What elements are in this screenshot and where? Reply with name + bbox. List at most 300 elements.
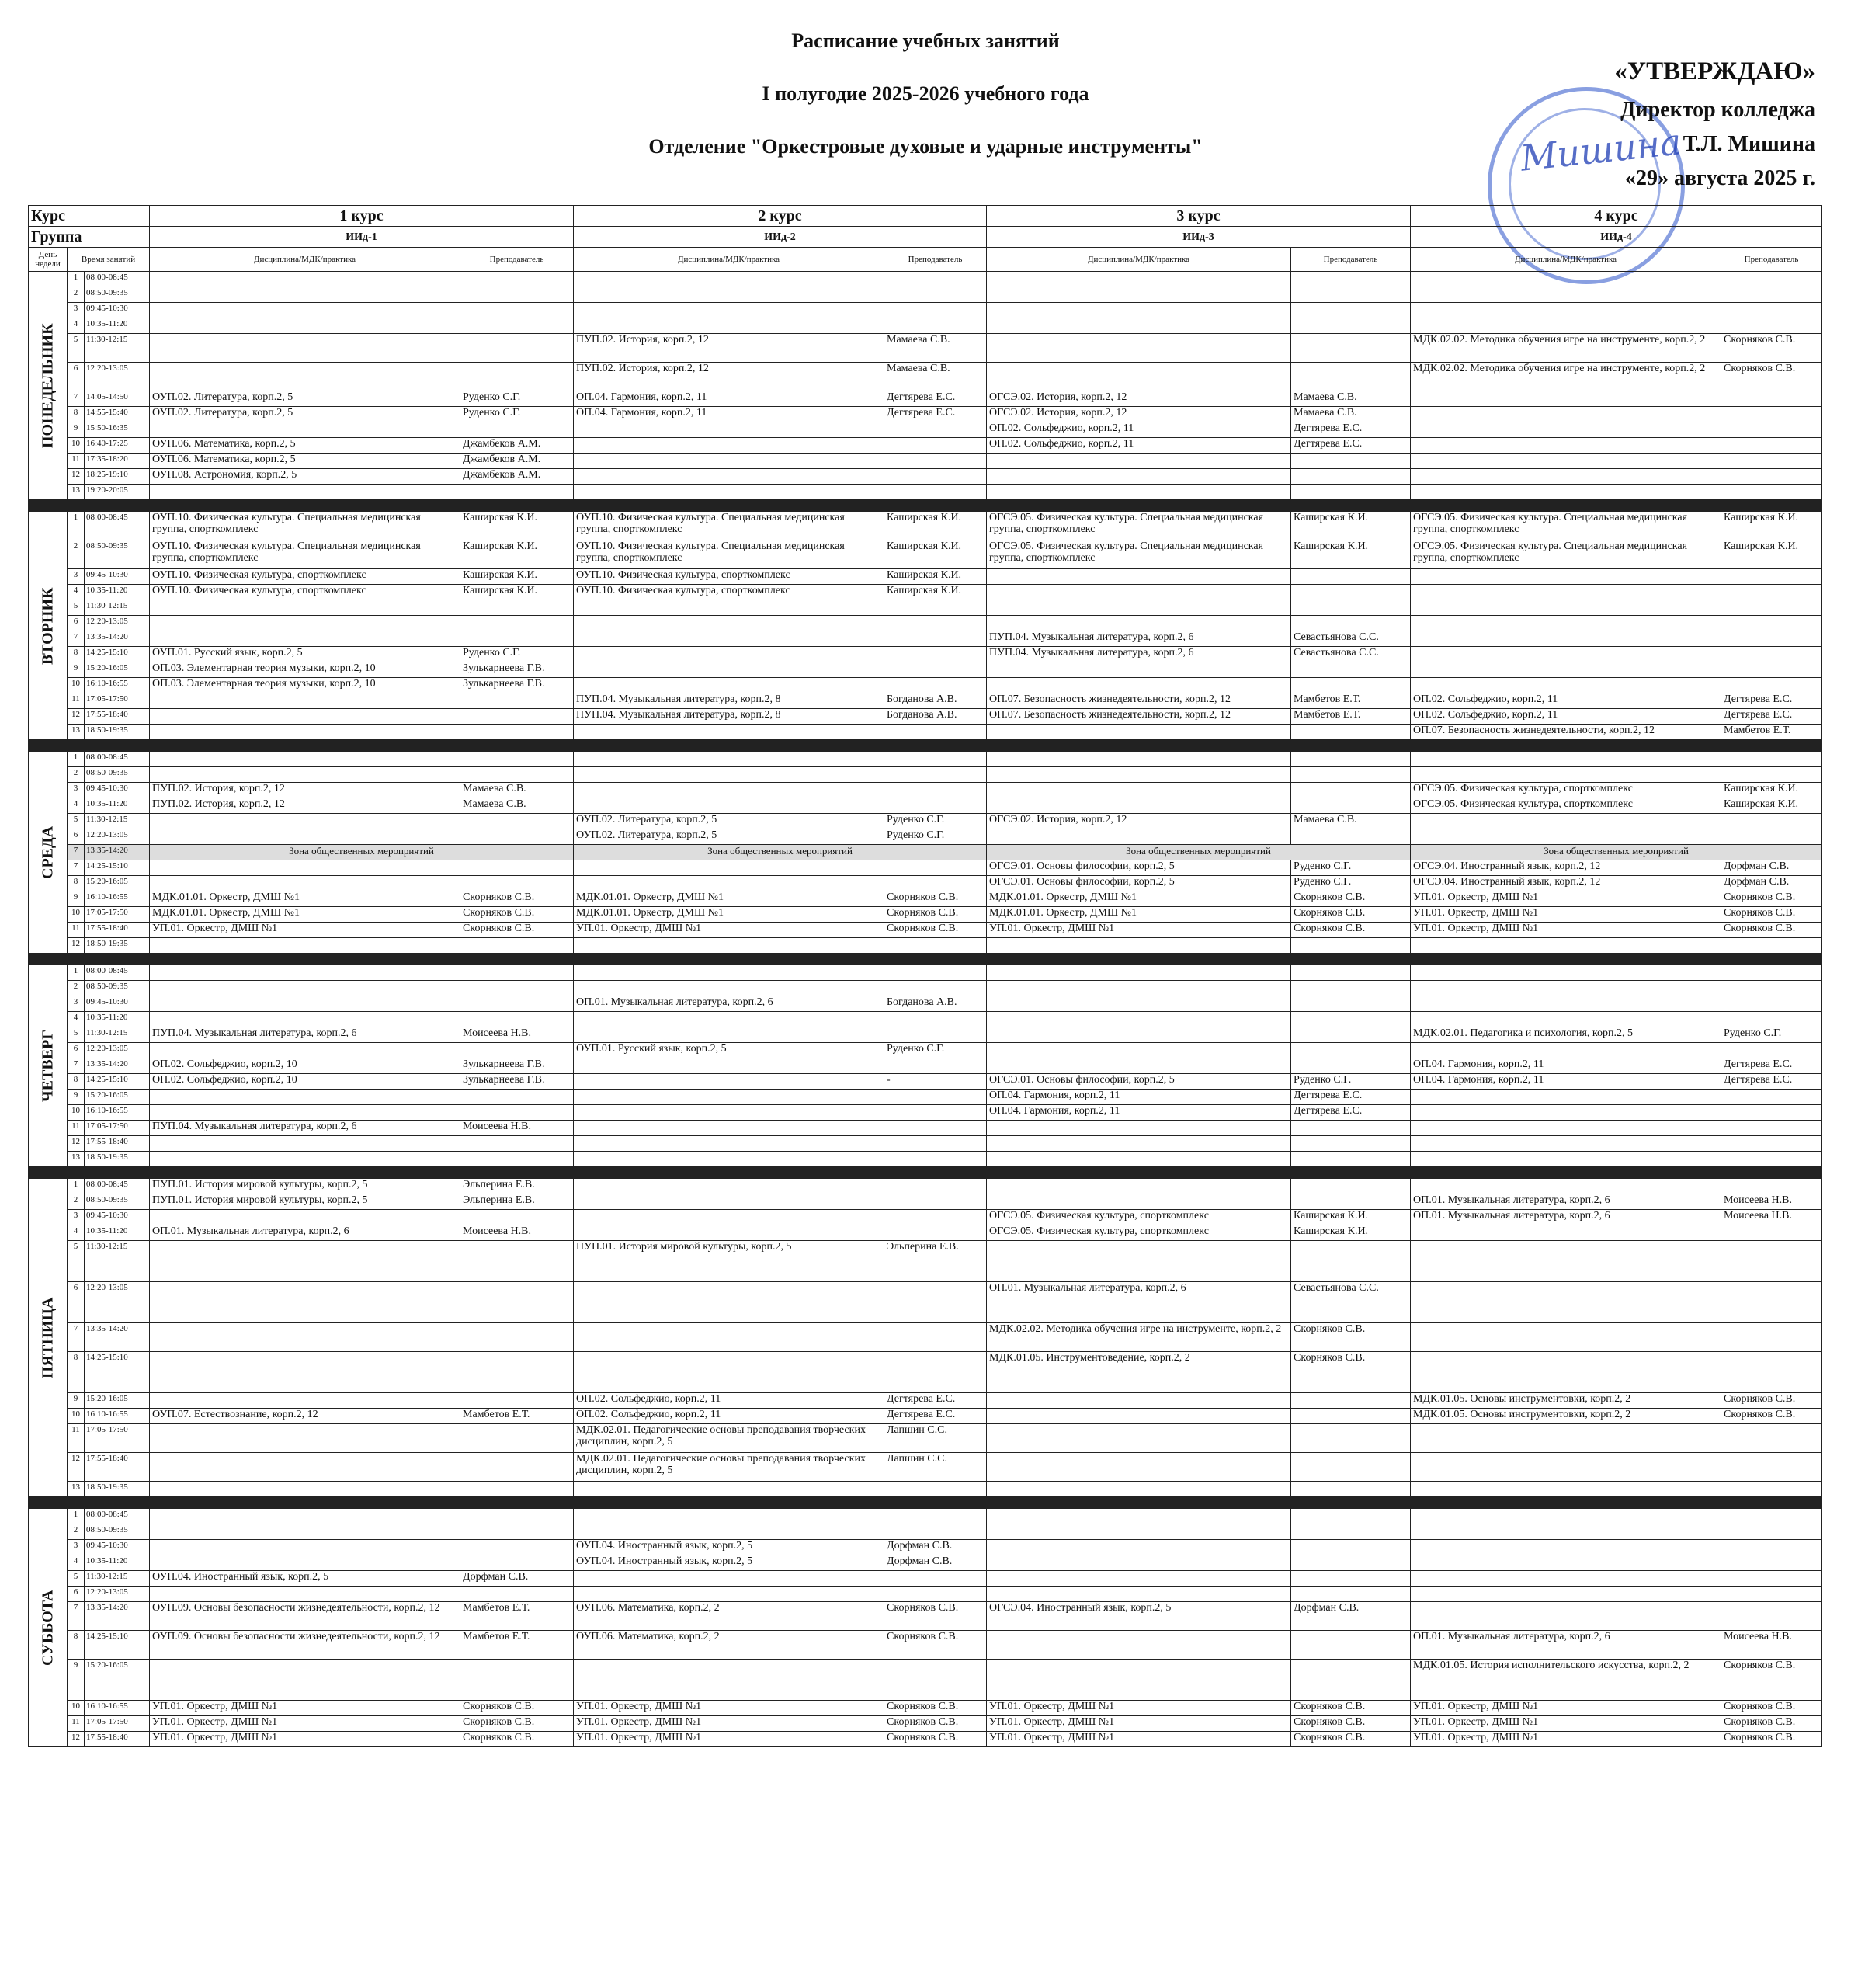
- schedule-row: [29, 407, 1822, 422]
- lesson-number: 8: [68, 1631, 85, 1660]
- discipline-cell: [1411, 1424, 1721, 1453]
- teacher-cell: [460, 1352, 574, 1393]
- public-events-zone: Зона общественных мероприятий: [574, 845, 987, 860]
- schedule-row: [29, 678, 1822, 693]
- teacher-cell: Дегтярева Е.С.: [1721, 1074, 1822, 1090]
- teacher-cell: Каширская К.И.: [1291, 512, 1411, 540]
- discipline-cell: [150, 981, 460, 996]
- teacher-cell: Моисеева Н.В.: [1721, 1631, 1822, 1660]
- discipline-cell: [987, 1152, 1291, 1167]
- teacher-cell: Руденко С.Г.: [460, 647, 574, 662]
- lesson-time: 13:35-14:20: [85, 1323, 150, 1352]
- discipline-cell: [987, 454, 1291, 469]
- lesson-time: 19:20-20:05: [85, 485, 150, 500]
- discipline-cell: [1411, 1453, 1721, 1482]
- discipline-cell: [574, 767, 884, 783]
- teacher-cell: Скорняков С.В.: [884, 1631, 987, 1660]
- lesson-time: 08:00-08:45: [85, 1509, 150, 1524]
- discipline-cell: МДК.01.01. Оркестр, ДМШ №1: [574, 907, 884, 923]
- lesson-number: 8: [68, 647, 85, 662]
- discipline-cell: [150, 422, 460, 438]
- lesson-number: 12: [68, 938, 85, 954]
- discipline-cell: [987, 1555, 1291, 1571]
- discipline-cell: [150, 1555, 460, 1571]
- day-separator: [29, 1167, 1822, 1179]
- lesson-time: 12:20-13:05: [85, 1282, 150, 1323]
- teacher-cell: Руденко С.Г.: [1721, 1027, 1822, 1043]
- discipline-cell: ОГСЭ.05. Физическая культура, спорткомплекс: [1411, 783, 1721, 798]
- lesson-time: 09:45-10:30: [85, 996, 150, 1012]
- schedule-row: [29, 303, 1822, 318]
- teacher-cell: Мамаева С.В.: [884, 334, 987, 363]
- discipline-cell: [1411, 272, 1721, 287]
- schedule-row: [29, 798, 1822, 814]
- teacher-cell: Моисеева Н.В.: [460, 1027, 574, 1043]
- teacher-cell: Моисеева Н.В.: [460, 1121, 574, 1136]
- discipline-cell: [987, 485, 1291, 500]
- discipline-cell: [987, 1424, 1291, 1453]
- discipline-cell: [574, 1121, 884, 1136]
- teacher-cell: [460, 1210, 574, 1225]
- lesson-number: 10: [68, 1105, 85, 1121]
- discipline-cell: [150, 829, 460, 845]
- lesson-time: 08:50-09:35: [85, 287, 150, 303]
- schedule-row: [29, 1323, 1822, 1352]
- lesson-number: 8: [68, 876, 85, 891]
- discipline-cell: ПУП.04. Музыкальная литература, корп.2, 6: [150, 1027, 460, 1043]
- lesson-time: 18:50-19:35: [85, 725, 150, 740]
- teacher-cell: [884, 1027, 987, 1043]
- schedule-row: [29, 1660, 1822, 1701]
- teacher-cell: Каширская К.И.: [884, 512, 987, 540]
- teacher-cell: Мамаева С.В.: [1291, 391, 1411, 407]
- teacher-cell: [1721, 1090, 1822, 1105]
- discipline-cell: [574, 1012, 884, 1027]
- schedule-row: [29, 569, 1822, 585]
- discipline-cell: ОП.04. Гармония, корп.2, 11: [987, 1105, 1291, 1121]
- teacher-cell: Скорняков С.В.: [460, 907, 574, 923]
- course-header-4: 4 курс: [1411, 206, 1822, 227]
- lesson-time: 15:20-16:05: [85, 1660, 150, 1701]
- schedule-row: [29, 512, 1822, 540]
- teacher-cell: Скорняков С.В.: [884, 1602, 987, 1631]
- lesson-time: 17:05-17:50: [85, 1716, 150, 1732]
- discipline-cell: [574, 631, 884, 647]
- teacher-cell: [884, 798, 987, 814]
- discipline-cell: [574, 1090, 884, 1105]
- discipline-cell: УП.01. Оркестр, ДМШ №1: [574, 1701, 884, 1716]
- schedule-row: [29, 860, 1822, 876]
- discipline-cell: [987, 616, 1291, 631]
- teacher-cell: [1721, 814, 1822, 829]
- discipline-cell: УП.01. Оркестр, ДМШ №1: [574, 1716, 884, 1732]
- teacher-cell: [1291, 1194, 1411, 1210]
- teacher-cell: [1291, 1524, 1411, 1540]
- lesson-time: 13:35-14:20: [85, 1602, 150, 1631]
- teacher-cell: [1291, 725, 1411, 740]
- day-separator: [29, 1497, 1822, 1509]
- teacher-cell: [1721, 1323, 1822, 1352]
- lesson-number: 6: [68, 829, 85, 845]
- discipline-cell: [150, 1136, 460, 1152]
- teacher-cell: [1721, 1555, 1822, 1571]
- teacher-cell: Каширская К.И.: [884, 569, 987, 585]
- teacher-cell: [884, 616, 987, 631]
- day-separator-bar: [29, 500, 1822, 512]
- teacher-cell: Каширская К.И.: [884, 540, 987, 569]
- discipline-cell: ОУП.10. Физическая культура. Специальная медицинская группа, спорткомплекс: [150, 512, 460, 540]
- lesson-time: 16:10-16:55: [85, 1409, 150, 1424]
- lesson-time: 10:35-11:20: [85, 1555, 150, 1571]
- teacher-cell: [460, 1043, 574, 1058]
- discipline-cell: [574, 725, 884, 740]
- schedule-row: [29, 422, 1822, 438]
- discipline-cell: [1411, 1090, 1721, 1105]
- discipline-cell: [150, 1012, 460, 1027]
- schedule-row: [29, 1179, 1822, 1194]
- teacher-cell: [1291, 1631, 1411, 1660]
- teacher-cell: [460, 287, 574, 303]
- lesson-time: 15:20-16:05: [85, 662, 150, 678]
- teacher-cell: [884, 272, 987, 287]
- discipline-cell: [150, 303, 460, 318]
- lesson-number: 7: [68, 1323, 85, 1352]
- discipline-cell: МДК.02.02. Методика обучения игре на инструменте, корп.2, 2: [1411, 363, 1721, 391]
- discipline-cell: [1411, 938, 1721, 954]
- teacher-cell: [884, 1058, 987, 1074]
- teacher-cell: [1721, 1571, 1822, 1587]
- teacher-cell: [1721, 1602, 1822, 1631]
- discipline-cell: ОГСЭ.04. Иностранный язык, корп.2, 5: [987, 1602, 1291, 1631]
- schedule-row: [29, 1152, 1822, 1167]
- discipline-cell: [1411, 391, 1721, 407]
- teacher-cell: Каширская К.И.: [1291, 540, 1411, 569]
- lesson-number: 1: [68, 512, 85, 540]
- teacher-cell: [1291, 1241, 1411, 1282]
- discipline-cell: ОП.01. Музыкальная литература, корп.2, 6: [574, 996, 884, 1012]
- schedule-row: [29, 485, 1822, 500]
- discipline-cell: [574, 303, 884, 318]
- teacher-cell: [460, 752, 574, 767]
- discipline-cell: МДК.01.01. Оркестр, ДМШ №1: [150, 907, 460, 923]
- teacher-cell: Руденко С.Г.: [884, 814, 987, 829]
- teacher-cell: [1721, 272, 1822, 287]
- discipline-cell: [987, 798, 1291, 814]
- discipline-cell: [1411, 569, 1721, 585]
- discipline-cell: [1411, 1323, 1721, 1352]
- teacher-cell: [1291, 454, 1411, 469]
- teacher-cell: Каширская К.И.: [460, 585, 574, 600]
- schedule-row: [29, 1282, 1822, 1323]
- discipline-cell: [987, 1409, 1291, 1424]
- schedule-row: [29, 647, 1822, 662]
- teacher-cell: Джамбеков А.М.: [460, 454, 574, 469]
- schedule-row: [29, 1393, 1822, 1409]
- teacher-cell: Скорняков С.В.: [884, 1732, 987, 1747]
- teacher-cell: Эльперина Е.В.: [460, 1179, 574, 1194]
- lesson-number: 1: [68, 272, 85, 287]
- discipline-cell: [987, 303, 1291, 318]
- teacher-cell: Скорняков С.В.: [1721, 891, 1822, 907]
- teacher-cell: [1291, 1555, 1411, 1571]
- teacher-cell: [1721, 647, 1822, 662]
- discipline-cell: [150, 1482, 460, 1497]
- discipline-column-header: Дисциплина/МДК/практика: [1411, 248, 1721, 272]
- teacher-cell: [460, 829, 574, 845]
- lesson-number: 11: [68, 923, 85, 938]
- teacher-cell: [884, 767, 987, 783]
- teacher-cell: [460, 1105, 574, 1121]
- public-events-zone: Зона общественных мероприятий: [987, 845, 1411, 860]
- lesson-number: 6: [68, 363, 85, 391]
- discipline-cell: [987, 725, 1291, 740]
- teacher-cell: Руденко С.Г.: [884, 1043, 987, 1058]
- teacher-cell: Каширская К.И.: [460, 569, 574, 585]
- discipline-cell: [987, 1058, 1291, 1074]
- teacher-cell: Зулькарнеева Г.В.: [460, 662, 574, 678]
- discipline-cell: ОУП.10. Физическая культура, спорткомплекс: [150, 569, 460, 585]
- lesson-time: 14:25-15:10: [85, 1631, 150, 1660]
- teacher-cell: Моисеева Н.В.: [1721, 1210, 1822, 1225]
- teacher-cell: [884, 965, 987, 981]
- discipline-cell: [150, 616, 460, 631]
- discipline-cell: ПУП.04. Музыкальная литература, корп.2, 6: [150, 1121, 460, 1136]
- teacher-cell: [460, 1424, 574, 1453]
- teacher-cell: Скорняков С.В.: [460, 1701, 574, 1716]
- weekday-label: СУББОТА: [29, 1509, 68, 1747]
- discipline-cell: [574, 1323, 884, 1352]
- teacher-cell: Скорняков С.В.: [1721, 1716, 1822, 1732]
- lesson-number: 7: [68, 391, 85, 407]
- weekday-label: ПОНЕДЕЛЬНИК: [29, 272, 68, 500]
- schedule-row: [29, 469, 1822, 485]
- teacher-cell: [1291, 303, 1411, 318]
- day-separator-bar: [29, 1167, 1822, 1179]
- discipline-cell: [1411, 287, 1721, 303]
- teacher-cell: [884, 876, 987, 891]
- discipline-cell: [987, 938, 1291, 954]
- lesson-number: 8: [68, 1352, 85, 1393]
- teacher-cell: [460, 1152, 574, 1167]
- discipline-cell: [574, 485, 884, 500]
- teacher-cell: [1721, 996, 1822, 1012]
- discipline-cell: ОГСЭ.04. Иностранный язык, корп.2, 12: [1411, 860, 1721, 876]
- teacher-cell: [460, 767, 574, 783]
- teacher-cell: [1291, 1179, 1411, 1194]
- discipline-cell: [1411, 1524, 1721, 1540]
- teacher-cell: Мамбетов Е.Т.: [460, 1409, 574, 1424]
- schedule-row: [29, 1732, 1822, 1747]
- discipline-cell: ОУП.06. Математика, корп.2, 5: [150, 454, 460, 469]
- teacher-cell: [884, 1090, 987, 1105]
- lesson-number: 1: [68, 752, 85, 767]
- discipline-cell: ПУП.04. Музыкальная литература, корп.2, 8: [574, 709, 884, 725]
- schedule-row: [29, 585, 1822, 600]
- lesson-time: 14:25-15:10: [85, 860, 150, 876]
- teacher-cell: [1291, 469, 1411, 485]
- discipline-cell: [150, 485, 460, 500]
- discipline-cell: [1411, 647, 1721, 662]
- discipline-cell: [1411, 814, 1721, 829]
- teacher-cell: Зулькарнеева Г.В.: [460, 1074, 574, 1090]
- lesson-time: 08:50-09:35: [85, 767, 150, 783]
- teacher-cell: Севастьянова С.С.: [1291, 1282, 1411, 1323]
- discipline-cell: ОУП.10. Физическая культура. Специальная медицинская группа, спорткомплекс: [150, 540, 460, 569]
- teacher-cell: [1721, 454, 1822, 469]
- discipline-cell: УП.01. Оркестр, ДМШ №1: [150, 1701, 460, 1716]
- teacher-cell: Дегтярева Е.С.: [884, 391, 987, 407]
- schedule-table: [28, 205, 1822, 1747]
- discipline-cell: [574, 662, 884, 678]
- discipline-cell: [574, 1225, 884, 1241]
- discipline-cell: УП.01. Оркестр, ДМШ №1: [987, 1716, 1291, 1732]
- discipline-cell: УП.01. Оркестр, ДМШ №1: [150, 1732, 460, 1747]
- schedule-row: [29, 829, 1822, 845]
- discipline-cell: [987, 1393, 1291, 1409]
- lesson-time: 11:30-12:15: [85, 814, 150, 829]
- discipline-cell: [1411, 1152, 1721, 1167]
- lesson-number: 3: [68, 569, 85, 585]
- discipline-cell: [1411, 981, 1721, 996]
- lesson-number: 12: [68, 1732, 85, 1747]
- discipline-cell: [1411, 1587, 1721, 1602]
- lesson-number: 5: [68, 1241, 85, 1282]
- lesson-time: 16:10-16:55: [85, 678, 150, 693]
- teacher-cell: [1291, 1152, 1411, 1167]
- discipline-cell: ОГСЭ.02. История, корп.2, 12: [987, 814, 1291, 829]
- discipline-cell: ОП.04. Гармония, корп.2, 11: [574, 407, 884, 422]
- teacher-cell: Дегтярева Е.С.: [1721, 1058, 1822, 1074]
- discipline-cell: ОП.03. Элементарная теория музыки, корп.2, 10: [150, 678, 460, 693]
- schedule-row: [29, 1241, 1822, 1282]
- teacher-cell: Дорфман С.В.: [1721, 860, 1822, 876]
- discipline-cell: [987, 1136, 1291, 1152]
- teacher-cell: Скорняков С.В.: [1721, 1660, 1822, 1701]
- lesson-time: 18:50-19:35: [85, 1152, 150, 1167]
- teacher-cell: [460, 1453, 574, 1482]
- discipline-cell: [1411, 485, 1721, 500]
- teacher-cell: [1291, 616, 1411, 631]
- teacher-cell: [1721, 1152, 1822, 1167]
- lesson-number: 9: [68, 1090, 85, 1105]
- lesson-time: 15:20-16:05: [85, 876, 150, 891]
- teacher-cell: Моисеева Н.В.: [460, 1225, 574, 1241]
- schedule-row: [29, 1716, 1822, 1732]
- teacher-cell: [460, 363, 574, 391]
- lesson-time: 18:50-19:35: [85, 1482, 150, 1497]
- lesson-number: 10: [68, 1409, 85, 1424]
- discipline-cell: ОУП.10. Физическая культура, спорткомплекс: [150, 585, 460, 600]
- discipline-cell: [150, 1043, 460, 1058]
- teacher-cell: [1721, 616, 1822, 631]
- discipline-cell: ОП.04. Гармония, корп.2, 11: [1411, 1058, 1721, 1074]
- discipline-cell: МДК.01.01. Оркестр, ДМШ №1: [987, 907, 1291, 923]
- discipline-cell: МДК.02.02. Методика обучения игре на инструменте, корп.2, 2: [987, 1323, 1291, 1352]
- teacher-cell: Скорняков С.В.: [884, 1701, 987, 1716]
- teacher-cell: [460, 1282, 574, 1323]
- discipline-cell: ОГСЭ.05. Физическая культура. Специальная медицинская группа, спорткомплекс: [1411, 512, 1721, 540]
- lesson-time: 10:35-11:20: [85, 1012, 150, 1027]
- schedule-row: [29, 1453, 1822, 1482]
- teacher-cell: [1291, 334, 1411, 363]
- discipline-cell: [150, 709, 460, 725]
- lesson-time: 17:55-18:40: [85, 1732, 150, 1747]
- schedule-row: [29, 1587, 1822, 1602]
- teacher-cell: Зулькарнеева Г.В.: [460, 1058, 574, 1074]
- teacher-cell: [884, 631, 987, 647]
- teacher-cell: [1291, 981, 1411, 996]
- schedule-row: [29, 1058, 1822, 1074]
- teacher-cell: [460, 725, 574, 740]
- teacher-cell: Скорняков С.В.: [1721, 1701, 1822, 1716]
- discipline-cell: [150, 1152, 460, 1167]
- schedule-row: [29, 334, 1822, 363]
- discipline-cell: ОП.02. Сольфеджио, корп.2, 11: [1411, 693, 1721, 709]
- course-header-1: 1 курс: [150, 206, 574, 227]
- discipline-cell: [574, 965, 884, 981]
- discipline-cell: ОУП.02. Литература, корп.2, 5: [150, 407, 460, 422]
- discipline-cell: [987, 1194, 1291, 1210]
- lesson-number: 9: [68, 891, 85, 907]
- lesson-time: 08:00-08:45: [85, 965, 150, 981]
- teacher-cell: Скорняков С.В.: [1721, 1409, 1822, 1424]
- lesson-number: 6: [68, 616, 85, 631]
- teacher-cell: Дорфман С.В.: [460, 1571, 574, 1587]
- schedule-row: [29, 438, 1822, 454]
- teacher-cell: [460, 938, 574, 954]
- teacher-cell: Дегтярева Е.С.: [1721, 709, 1822, 725]
- lesson-number: 7: [68, 1058, 85, 1074]
- teacher-cell: Каширская К.И.: [1721, 783, 1822, 798]
- teacher-cell: [884, 469, 987, 485]
- schedule-row: [29, 1090, 1822, 1105]
- teacher-cell: [884, 678, 987, 693]
- discipline-cell: [574, 422, 884, 438]
- lesson-number: 1: [68, 1509, 85, 1524]
- discipline-cell: [574, 1152, 884, 1167]
- lesson-time: 13:35-14:20: [85, 845, 150, 860]
- lesson-number: 2: [68, 767, 85, 783]
- lesson-time: 16:10-16:55: [85, 1701, 150, 1716]
- lesson-number: 7: [68, 845, 85, 860]
- teacher-cell: [884, 1509, 987, 1524]
- teacher-cell: [884, 1210, 987, 1225]
- discipline-cell: [987, 678, 1291, 693]
- teacher-cell: Мамбетов Е.Т.: [460, 1602, 574, 1631]
- discipline-cell: ОУП.04. Иностранный язык, корп.2, 5: [574, 1540, 884, 1555]
- discipline-cell: УП.01. Оркестр, ДМШ №1: [574, 923, 884, 938]
- day-separator-bar: [29, 740, 1822, 752]
- discipline-cell: [574, 876, 884, 891]
- teacher-cell: Скорняков С.В.: [460, 1716, 574, 1732]
- lesson-time: 14:05-14:50: [85, 391, 150, 407]
- teacher-cell: [884, 981, 987, 996]
- teacher-cell: Скорняков С.В.: [1291, 907, 1411, 923]
- teacher-cell: [460, 303, 574, 318]
- discipline-cell: УП.01. Оркестр, ДМШ №1: [574, 1732, 884, 1747]
- lesson-time: 14:25-15:10: [85, 1074, 150, 1090]
- teacher-cell: Зулькарнеева Г.В.: [460, 678, 574, 693]
- teacher-cell: [1721, 1524, 1822, 1540]
- discipline-cell: [1411, 1241, 1721, 1282]
- lesson-time: 09:45-10:30: [85, 1210, 150, 1225]
- teacher-cell: [884, 938, 987, 954]
- discipline-cell: [150, 725, 460, 740]
- lesson-time: 16:10-16:55: [85, 891, 150, 907]
- schedule-row: [29, 662, 1822, 678]
- semester-subtitle: I полугодие 2025-2026 учебного года: [762, 82, 1089, 105]
- teacher-cell: [884, 1524, 987, 1540]
